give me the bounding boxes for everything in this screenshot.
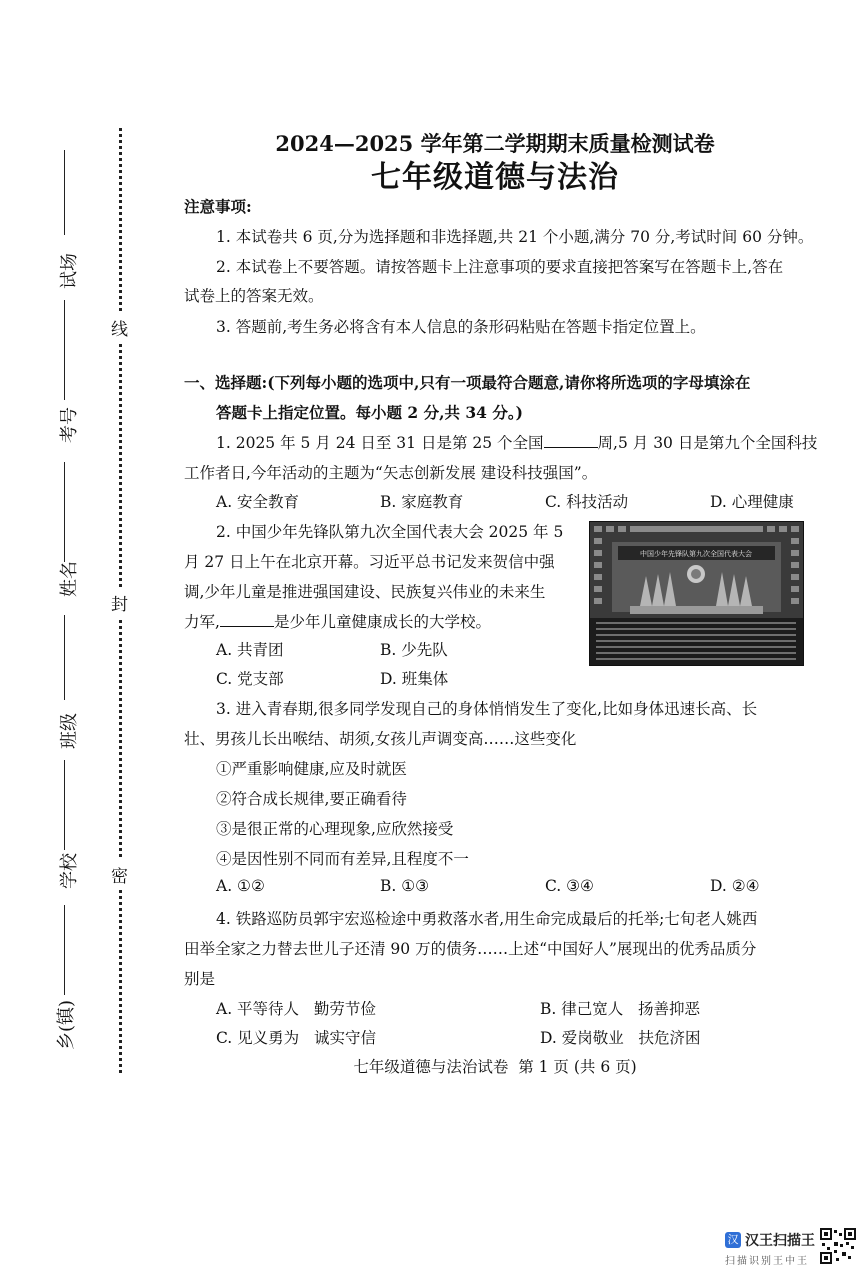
question-1-text-a: 1. 2025 年 5 月 24 日至 31 日是第 25 个全国 — [216, 434, 544, 452]
notice-heading: 注意事项: — [184, 197, 252, 216]
congress-banner-text: 中国少年先锋队第九次全国代表大会 — [640, 550, 752, 558]
section-1-heading: 一、选择题:(下列每小题的选项中,只有一项最符合题意,请你将所选项的字母填涂在 — [184, 373, 751, 392]
question-4-line-2: 田举全家之力替去世儿子还清 90 万的债务……上述“中国好人”展现出的优秀品质分 — [184, 940, 757, 958]
notice-item-2: 2. 本试卷上不要答题。请按答题卡上注意事项的要求直接把答案写在答题卡上,答在 — [216, 258, 784, 276]
congress-hall-image — [590, 522, 803, 665]
question-2-line-4 — [184, 610, 491, 632]
question-3-statement-1: ①严重影响健康,应及时就医 — [216, 760, 407, 778]
binding-char-seal: 封 — [111, 588, 128, 617]
field-label-class: 班级 — [59, 713, 80, 749]
question-4-option-a: A. 平等待人 勤劳节俭 — [216, 1000, 376, 1018]
binding-char-secret: 密 — [111, 860, 128, 889]
question-4-option-d: D. 爱岗敬业 扶危济困 — [540, 1029, 701, 1047]
question-2-line-1: 2. 中国少年先锋队第九次全国代表大会 2025 年 5 — [216, 523, 564, 541]
scanner-logo-icon: 汉 — [725, 1232, 741, 1248]
field-label-exam-room: 试场 — [59, 253, 80, 289]
scanner-slogan: 扫描识别王中王 — [725, 1256, 809, 1267]
question-1-line-2: 工作者日,今年活动的主题为“矢志创新发展 建设科技强国”。 — [184, 464, 598, 482]
question-2-option-a: A. 共青团 — [216, 641, 284, 659]
question-3-statement-3: ③是很正常的心理现象,应欣然接受 — [216, 820, 454, 838]
question-2-text-b: 是少年儿童健康成长的大学校。 — [273, 613, 491, 631]
question-4-line-1: 4. 铁路巡防员郭宇宏巡检途中勇救落水者,用生命完成最后的托举;七旬老人姚西 — [216, 910, 758, 928]
section-1-heading-cont: 答题卡上指定位置。每小题 2 分,共 34 分。) — [216, 403, 523, 422]
field-line-township — [64, 905, 65, 995]
notice-item-3: 3. 答题前,考生务必将含有本人信息的条形码粘贴在答题卡指定位置上。 — [216, 318, 706, 336]
question-3-statement-2: ②符合成长规律,要正确看待 — [216, 790, 407, 808]
question-3-option-a: A. ①② — [216, 877, 265, 895]
scanner-brand: 汉王扫描王 — [745, 1233, 815, 1249]
question-2-line-3: 调,少年儿童是推进强国建设、民族复兴伟业的未来生 — [184, 583, 546, 601]
question-2-blank — [220, 612, 274, 627]
question-4-option-c: C. 见义勇为 诚实守信 — [216, 1029, 376, 1047]
question-3-line-1: 3. 进入青春期,很多同学发现自己的身体悄悄发生了变化,比如身体迅速长高、长 — [216, 700, 758, 718]
question-4-line-3: 别是 — [184, 970, 216, 988]
qr-code-icon — [820, 1228, 856, 1264]
binding-char-line: 线 — [111, 313, 128, 342]
exam-title: 2024—2025 学年第二学期期末质量检测试卷 — [275, 131, 715, 156]
field-label-school: 学校 — [59, 853, 80, 889]
field-line-exam-number — [64, 300, 65, 400]
question-2-line-2: 月 27 日上午在北京开幕。习近平总书记发来贺信中强 — [184, 553, 555, 571]
question-1-line-1 — [216, 431, 817, 453]
field-line-school — [64, 760, 65, 850]
page-footer: 七年级道德与法治试卷 第 1 页 (共 6 页) — [353, 1058, 637, 1076]
question-2-text-a: 力军, — [184, 613, 220, 631]
question-1-option-c: C. 科技活动 — [545, 493, 629, 511]
question-1-blank — [544, 433, 598, 448]
subject-title: 七年级道德与法治 — [371, 160, 619, 195]
question-3-line-2: 壮、男孩儿长出喉结、胡须,女孩儿声调变高……这些变化 — [184, 730, 577, 748]
question-3-option-b: B. ①③ — [380, 877, 430, 895]
question-1-option-a: A. 安全教育 — [216, 493, 300, 511]
question-1-text-b: 周,5 月 30 日是第九个全国科技 — [597, 434, 818, 452]
question-3-statement-4: ④是因性别不同而有差异,且程度不一 — [216, 850, 469, 868]
field-line-name — [64, 462, 65, 562]
question-4-option-b: B. 律己宽人 扬善抑恶 — [540, 1000, 701, 1018]
notice-item-1: 1. 本试卷共 6 页,分为选择题和非选择题,共 21 个小题,满分 70 分,考试时间 60 分钟。 — [216, 228, 814, 246]
congress-hall-photo — [589, 521, 804, 666]
question-2-option-d: D. 班集体 — [380, 670, 449, 688]
notice-item-2-cont: 试卷上的答案无效。 — [184, 287, 324, 305]
field-label-exam-number: 考号 — [59, 407, 80, 443]
question-3-option-c: C. ③④ — [545, 877, 594, 895]
question-1-option-b: B. 家庭教育 — [380, 493, 464, 511]
field-label-township: 乡(镇) — [56, 999, 78, 1051]
field-label-name: 姓名 — [59, 561, 80, 597]
question-2-option-c: C. 党支部 — [216, 670, 284, 688]
field-line-class — [64, 615, 65, 700]
question-1-option-d: D. 心理健康 — [710, 493, 794, 511]
question-3-option-d: D. ②④ — [710, 877, 760, 895]
question-2-option-b: B. 少先队 — [380, 641, 448, 659]
